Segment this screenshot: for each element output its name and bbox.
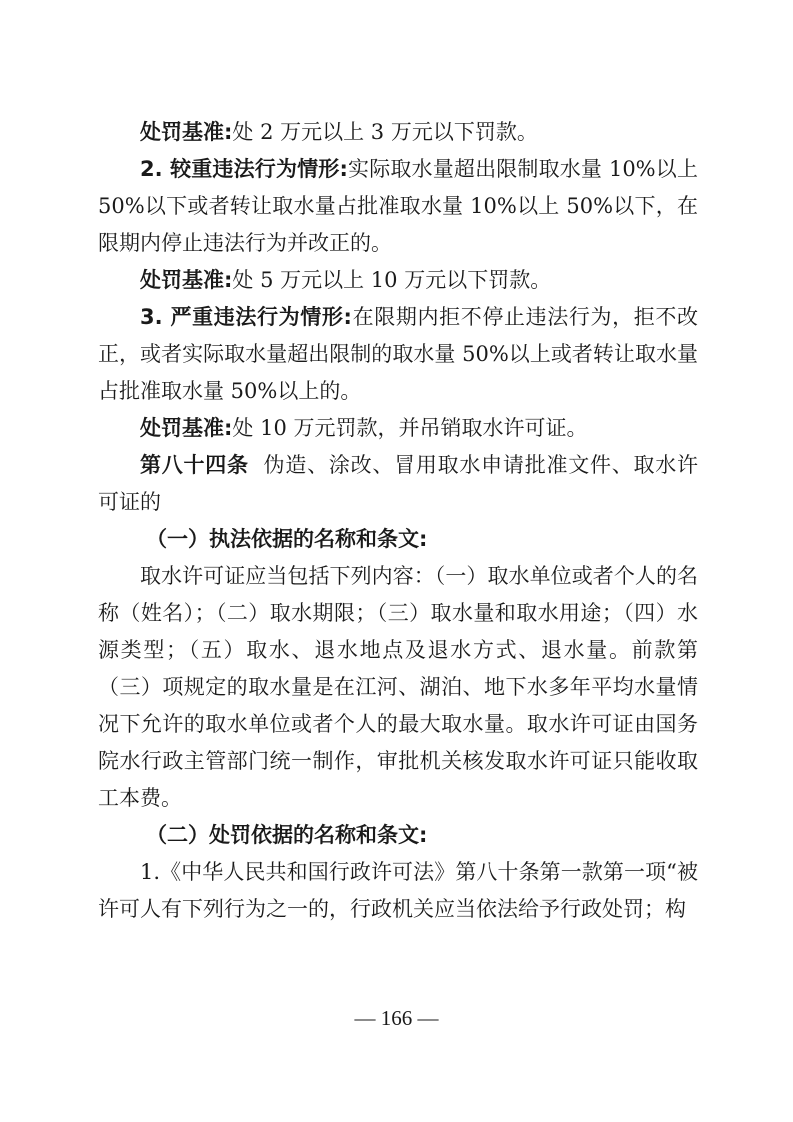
section-heading-2: （二）处罚依据的名称和条文: [146, 823, 428, 847]
penalty-standard-3 [98, 410, 698, 447]
document-body [98, 114, 698, 928]
section-heading-1: （一）执法依据的名称和条文: [146, 527, 428, 551]
case-text: 在限期内拒不停止违法行为，拒不改正，或者实际取水量超出限制的取水量 50%以上或者转让取水量占批准取水量 50%以上的。 [98, 305, 698, 403]
case-text: 实际取水量超出限制取水量 10%以上 50%以下或者转让取水量占批准取水量 10%以上 50%以下，在限期内停止违法行为并改正的。 [98, 157, 698, 255]
penalty-standard-2 [98, 262, 698, 299]
article-title: 第八十四条 [140, 453, 249, 477]
penalty-standard-text: 处 10 万元罚款，并吊销取水许可证。 [232, 416, 588, 440]
case-label: 2. 较重违法行为情形: [140, 157, 348, 181]
case-label: 3. 严重违法行为情形: [140, 305, 352, 329]
article-text: 伪造、涂改、冒用取水申请批准文件、取水许可证的 [98, 453, 699, 514]
penalty-standard-1 [98, 114, 698, 151]
article-84 [98, 447, 698, 521]
severe-violation-case [98, 299, 698, 410]
serious-violation-case [98, 151, 698, 262]
penalty-standard-label: 处罚基准: [140, 416, 233, 440]
page-number: — 166 — [354, 1006, 439, 1030]
penalty-standard-text: 处 5 万元以上 10 万元以下罚款。 [232, 268, 552, 292]
penalty-standard-label: 处罚基准: [140, 268, 233, 292]
penalty-standard-text: 处 2 万元以上 3 万元以下罚款。 [232, 120, 538, 144]
section-body-1: 取水许可证应当包括下列内容：（一）取水单位或者个人的名称（姓名）；（二）取水期限；（三）取水量和取水用途；（四）水源类型；（五）取水、退水地点及退水方式、退水量。前款第（三）项规定的取水量是在江河、湖泊、地下水多年平均水量情况下允许的取水单位或者个人的最大取水量。取水许可证由国务院水行政主管部门统一制作，审批机关核发取水许可证只能收取工本费。 [98, 564, 698, 810]
section-body-2: 1.《中华人民共和国行政许可法》第八十条第一款第一项“被许可人有下列行为之一的，行政机关应当依法给予行政处罚；构 [98, 860, 698, 921]
penalty-standard-label: 处罚基准: [140, 120, 233, 144]
